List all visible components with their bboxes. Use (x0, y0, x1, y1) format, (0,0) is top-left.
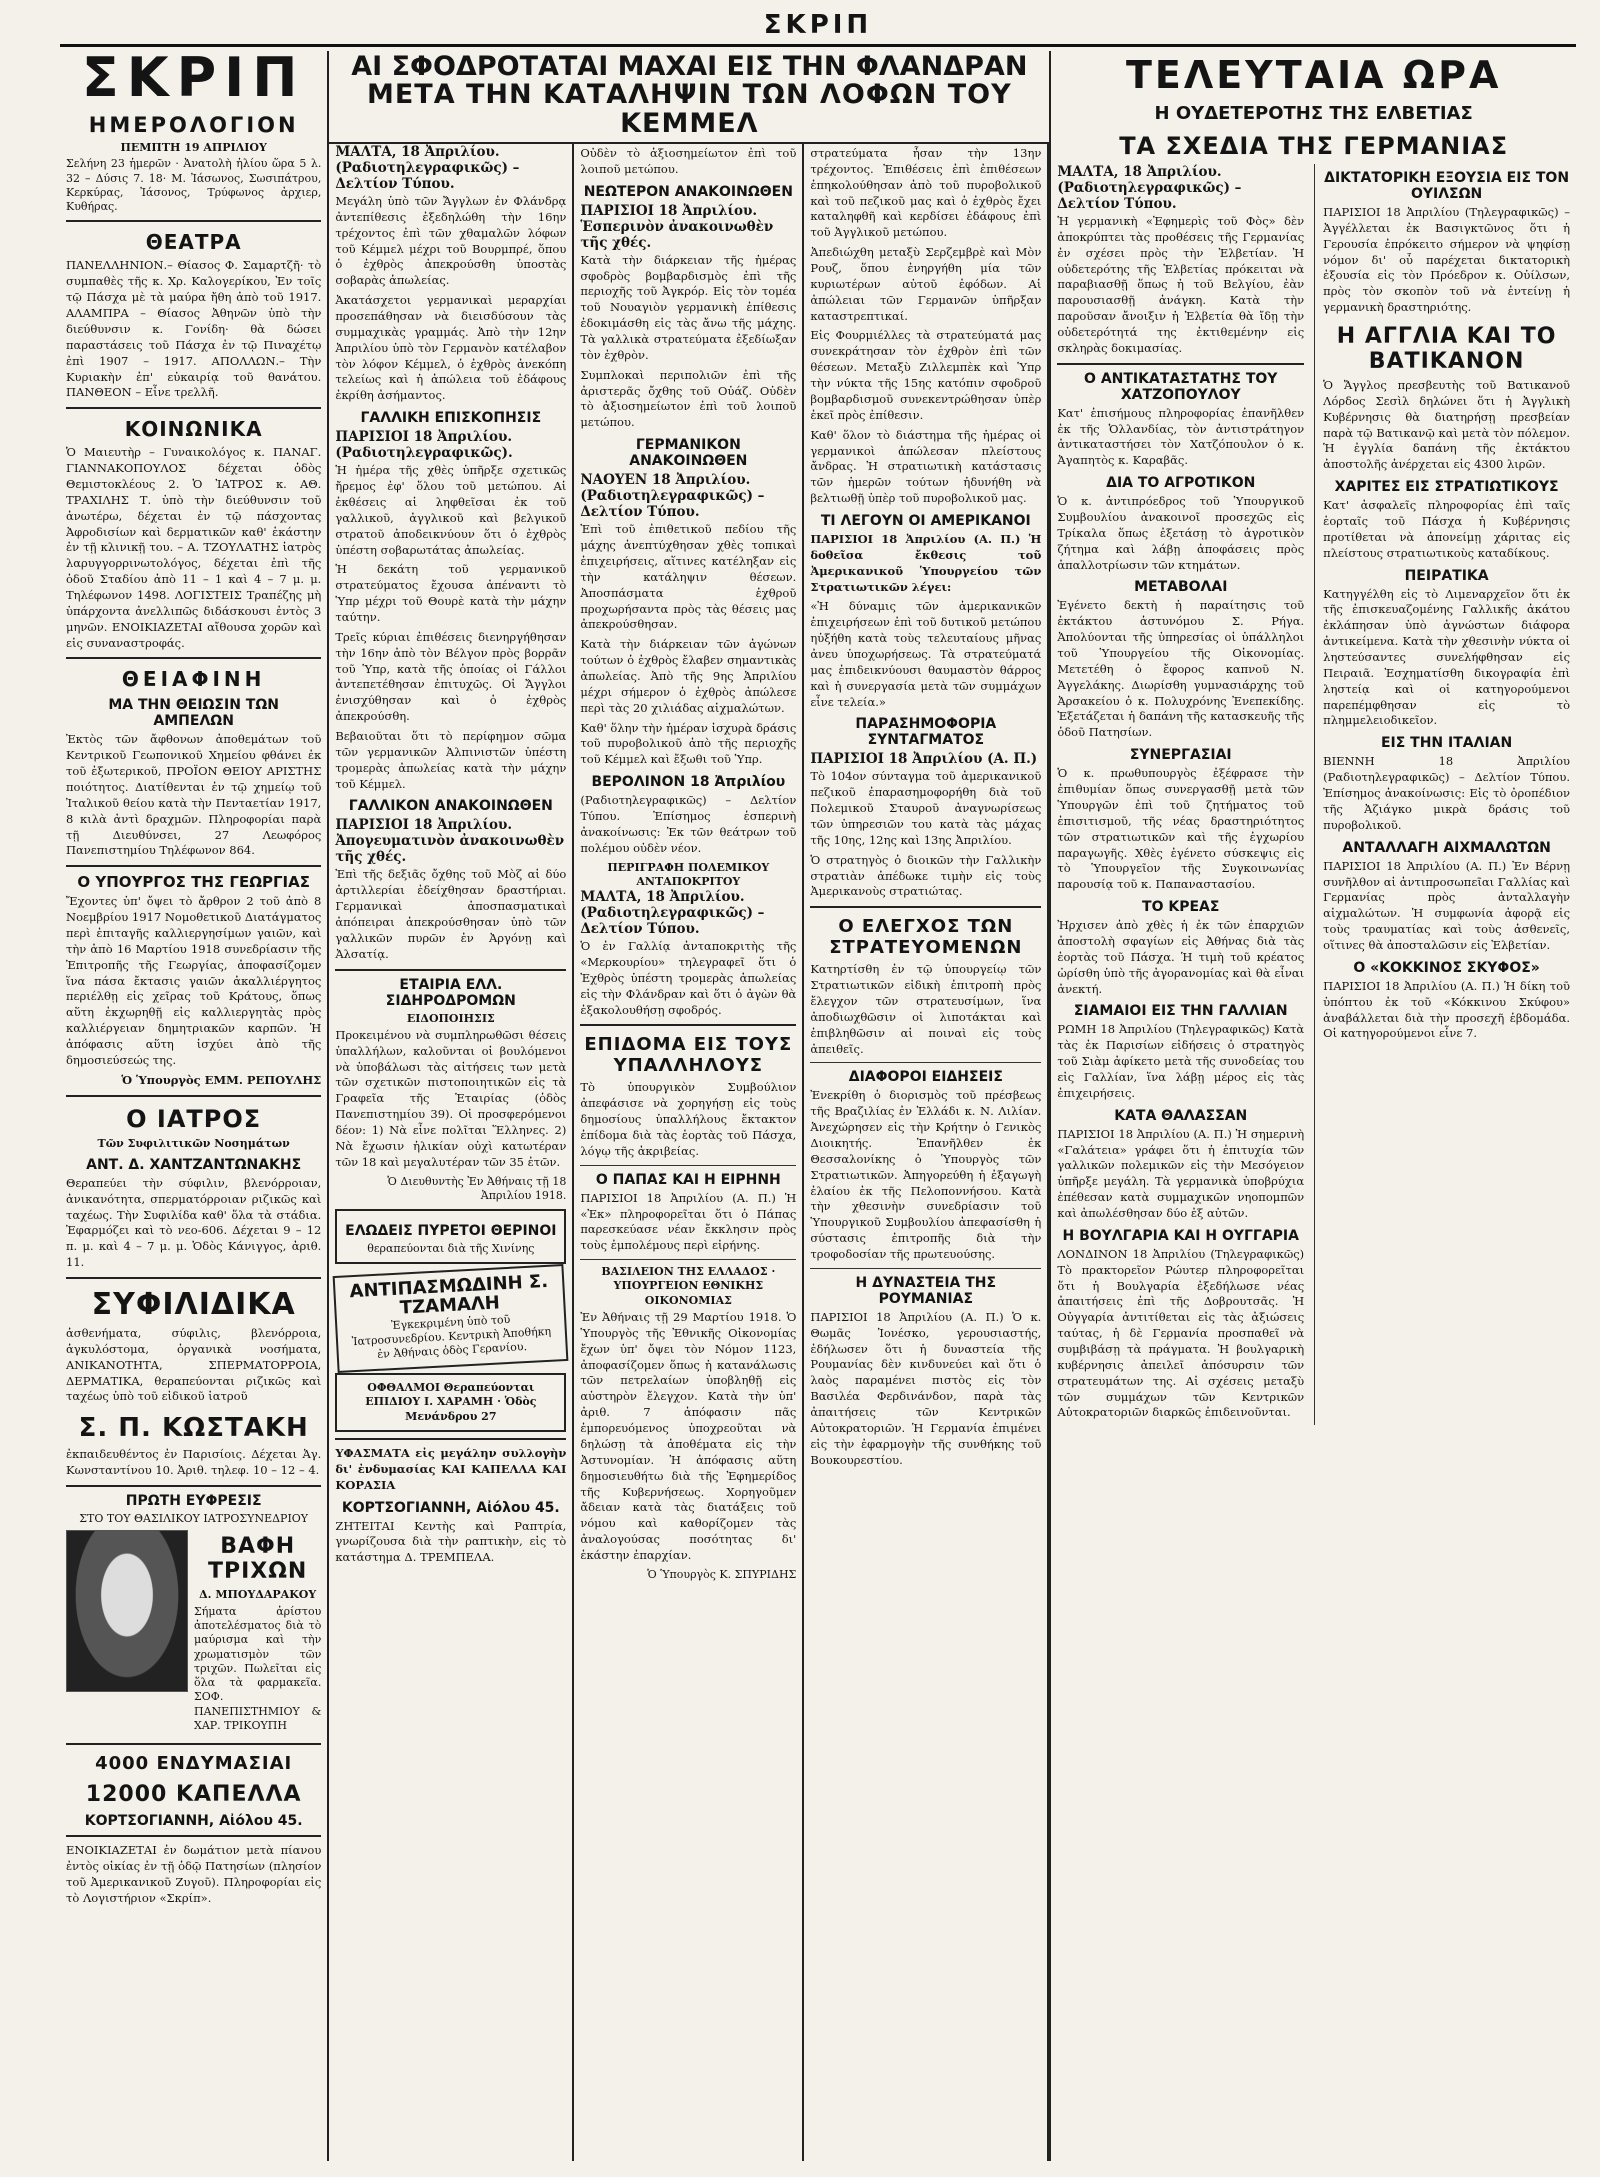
iatros-sub: Τῶν Συφιλιτικῶν Νοσημάτων (97, 1136, 290, 1150)
theatres-text: ΠΑΝΕΛΛΗΝΙΟΝ.– Θίασος Φ. Σαμαρτζῆ· τὸ συμπαθὲς τῆς κ. Χρ. Καλογερίκου, Ἐν τοῖς τῷ Πάσχα μὲ τὰ μαύρα ἤθη ἀπὸ τοῦ 1917. ΑΛΑΜΠΡΑ – Θίασος Ἀθηνῶν ὑπὸ τὴν διεύθυνσιν κ. Γονίδη· θὰ δώσει παραστάσεις τοῦ Πάσχα ἐν τῷ Πιναχέτῳ ἐπὶ 1907 – 1917. ΑΠΟΛΛΩΝ.– Τὴν Κυριακὴν ἐπ' εὐκαιρίᾳ τοῦ θανάτου. ΠΑΝΘΕΟΝ – Εἶνε τρελλῆ. (66, 258, 322, 400)
date: ΠΕΜΠΤΗ 19 ΑΠΡΙΛΙΟΥ (120, 141, 267, 154)
fabrics-ad: ΥΦΑΣΜΑΤΑ εἰς μεγάλην συλλογὴν δι' ἐνδυμασίας ΚΑΙ ΚΑΠΕΛΛΑ ΚΑΙ ΚΟΡΑΣΙΑ (335, 1446, 567, 1492)
c2-paragraph: Ἡ δεκάτη τοῦ γερμανικοῦ στρατεύματος ἔχουσα ἀπέναντι τὸ Ὑπρ μέχρι τοῦ Θουρὲ κατὰ τὴν μάχην ταύτην. (335, 562, 567, 624)
german-plans-heading: ΤΑ ΣΧΕΔΙΑ ΤΗΣ ΓΕΡΜΑΝΙΑΣ (1119, 132, 1509, 160)
masthead: ΣΚΡΙΠ (60, 10, 1576, 47)
main-news-block (329, 51, 1051, 2161)
c4-subhead: ΤΙ ΛΕΓΟΥΝ ΟΙ ΑΜΕΡΙΚΑΝΟΙ (820, 512, 1031, 529)
railway-notice-label: ΕΙΔΟΠΟΙΗΣΙΣ (406, 1011, 495, 1025)
romania-heading: Η ΔΥΝΑΣΤΕΙΑ ΤΗΣ ΡΟΥΜΑΝΙΑΣ (855, 1274, 997, 1307)
syfilidika-text: ἀσθενήματα, σύφιλις, βλενόρροια, ἀγκυλόστομα, ὀργανικὰ νοσήματα, ΑΝΙΚΑΝΟΤΗΤΑ, ΣΠΕΡΜΑΤΟΡΡΟΙΑ, ΔΕΡΜΑΤΙΚΑ, θεραπεύονται ριζικῶς καὶ ταχέως ὑπὸ τοῦ εἰδικοῦ ἰατροῦ (66, 1326, 322, 1404)
hair-dye-heading: ΒΑΦΗ ΤΡΙΧΩΝ (207, 1534, 308, 1585)
c3-paragraph: Κατὰ τὴν διάρκειαν τῆς ἡμέρας σφοδρὸς βομβαρδισμὸς ἐπὶ τῆς περιοχῆς τοῦ Ἀγκρόρ. Εἰς τὸν τομέα τοῦ Νουαγιὸν γερμανικὴ ἐπίθεσις ἐδοκιμάσθη εἰς τὰς ἄνω τῆς μάχης. Τὰ γαλλικὰ στρατεύματα ἐξεδίωξαν τὸν ἐχθρὸν. (580, 252, 797, 362)
c3-paragraph: Οὐδὲν τὸ ἀξιοσημείωτον ἐπὶ τοῦ λοιποῦ μετώπου. (580, 146, 797, 176)
antispasm-ad (333, 1264, 569, 1373)
allowance-heading: ΕΠΙΔΟΜΑ ΕΙΣ ΤΟΥΣ ΥΠΑΛΛΗΛΟΥΣ (584, 1034, 793, 1077)
c3-dateline: ΝΑΟΥΕΝ 18 Ἀπριλίου. (Ραδιοτηλεγραφικῶς) – Δελτίον Τύπου. (580, 472, 765, 521)
columns (60, 51, 1576, 2161)
theiafini-sub: ΜΑ ΤΗΝ ΘΕΙΩΣΙΝ ΤΩΝ ΑΜΠΕΛΩΝ (108, 697, 279, 730)
replacement-heading: Ο ΑΝΤΙΚΑΤΑΣΤΑΤΗΣ ΤΟΥ ΧΑΤΖΟΠΟΥΛΟΥ (1084, 370, 1278, 403)
c3-subhead: ΠΕΡΙΓΡΑΦΗ ΠΟΛΕΜΙΚΟΥ ΑΝΤΑΠΟΚΡΙΤΟΥ (607, 860, 770, 888)
right-column (1051, 51, 1576, 2161)
italy-text: ΒΙΕΝΝΗ 18 Ἀπριλίου (Ραδιοτηλεγραφικῶς) – Δελτίον Τύπου. Ἐπίσημος ἀνακοίνωσις: Εἰς τὸ ὀροπέδιον τῆς Ἀζιάγκο μικρὰ δράσις τοῦ πυροβολικοῦ. (1323, 754, 1571, 832)
kostakis-addr: ἐκπαιδευθέντος ἐν Παρισίοις. Δέχεται Ἀγ. Κωνσταντίνου 10. Ἀριθ. τηλεφ. 10 – 12 – 4. (66, 1447, 322, 1478)
ministry-sign: Ὁ Ὑπουργὸς Κ. ΣΠΥΡΙΔΗΣ (647, 1567, 797, 1581)
fabrics-addr: ΚΟΡΤΣΟΓΙΑΝΝΗ, Αἰόλου 45. (341, 1499, 560, 1516)
swiss-neutrality-heading: Η ΟΥΔΕΤΕΡΟΤΗΣ ΤΗΣ ΕΛΒΕΤΙΑΣ (1154, 103, 1473, 124)
england-heading: Η ΑΓΓΛΙΑ ΚΑΙ ΤΟ ΒΑΤΙΚΑΝΟΝ (1336, 324, 1557, 375)
c3-dateline: ΜΑΛΤΑ, 18 Ἀπριλίου. (Ραδιοτηλεγραφικῶς) – Δελτίον Τύπου. (580, 889, 765, 938)
georgia-heading: Ο ΥΠΟΥΡΓΟΣ ΤΗΣ ΓΕΩΡΓΙΑΣ (77, 873, 310, 892)
ministry-text: Ἐν Ἀθήναις τῇ 29 Μαρτίου 1918. Ὁ Ὑπουργὸς τῆς Ἐθνικῆς Οἰκονομίας ἔχων ὑπ' ὄψει τὸν Νόμον 1123, ἀποφασίζομεν ὅπως ἡ κατανάλωσις τῶν πετρελαίων ὑποβληθῇ εἰς αὐστηρὸν ἔλεγχον. Κατὰ τὴν ὑπ' ἀριθ. 7 ἀπόφασιν πᾶς ἐμπορευόμενος ὑποχρεοῦται νὰ δηλώσῃ τὰ ἀποθέματα εἰς τὴν Ἀστυνομίαν. Ἡ ἀπόφασις αὕτη δημοσιευθήτω διὰ τῆς Ἐφημερίδος τῆς Κυβερνήσεως. Χορηγοῦμεν ἄδειαν κατὰ τὰς διατάξεις τοῦ νόμου καὶ καθορίζομεν τὰς ἀναλογούσας ποσότητας δι' ἑκάστην ἐπαρχίαν. (580, 1310, 797, 1562)
iatros-heading: Ο ΙΑΤΡΟΣ (126, 1104, 262, 1133)
c5-dateline: ΜΑΛΤΑ, 18 Ἀπριλίου. (Ραδιοτηλεγραφικῶς) – Δελτίον Τύπου. (1057, 164, 1242, 212)
red-cup-heading: Ο «ΚΟΚΚΙΝΟΣ ΣΚΥΦΟΣ» (1353, 959, 1540, 976)
railway-text: Προκειμένου νὰ συμπληρωθῶσι θέσεις ὑπαλλήλων, καλοῦνται οἱ βουλόμενοι νὰ ὑποβάλωσι τὰς αἰτήσεις των μετὰ τῶν σχετικῶν πιστοποιητικῶν εἰς τὰ Γραφεῖα τῆς Ἑταιρίας (ὁδὸς Πανεπιστημίου 39). Οἱ προσφερόμενοι δέον: 1) Νὰ εἶνε πολῖται Ἕλληνες. 2) Νὰ ἔχωσιν ἡλικίαν οὐχὶ κατωτέραν τῶν 18 καὶ μεγαλυτέραν τῶν 35 ἐτῶν. (335, 1027, 567, 1169)
c4-subhead: ΠΑΡΑΣΗΜΟΦΟΡΙΑ ΣΥΝΤΑΓΜΑΤΟΣ (855, 716, 997, 749)
main-headline-box (329, 51, 1049, 144)
fever-ad (335, 1209, 566, 1264)
changes-text: Ἐγένετο δεκτὴ ἡ παραίτησις τοῦ ἐκτάκτου ἀστυνόμου Σ. Ρήγα. Ἀπολύονται τῆς ὑπηρεσίας οἱ ὑπάλληλοι τοῦ Ὑπουργείου τῆς Οἰκονομίας. Μετετέθη ὁ ἔφορος καπνοῦ Ν. Ἀγγελάκης. Διωρίσθη γυμνασιάρχης τοῦ Ἀρσακείου ὁ κ. Πολυχρόνης Ἐνεπεκίδης. Ἐξετάζεται ἡ δαπάνη τῆς κατασκευῆς τῆς ὁδοῦ Πατησίων. (1057, 598, 1305, 740)
c4-dateline: ΠΑΡΙΣΙΟΙ 18 Ἀπριλίου (Α. Π.) Ἡ δοθεῖσα ἔκθεσις τοῦ Ἀμερικανικοῦ Ὑπουργείου τῶν Στρατιωτικῶν λέγει: (810, 531, 1042, 594)
replacement-text: Κατ' ἐπισήμους πληροφορίας ἐπανῆλθεν ἐκ τῆς Ὁλλανδίας, τὸν ἀντιστράτηγον ἀντικαταστήσει τὸν Χατζόπουλον ὁ κ. Ἀγαπητὸς κ. Καραβᾶς. (1057, 405, 1305, 468)
column-4 (804, 144, 1049, 2161)
c4-paragraph: «Ἡ δύναμις τῶν ἀμερικανικῶν ἐπιχειρήσεων ἐπὶ τοῦ δυτικοῦ μετώπου ηὐξήθη κατὰ τοὺς τελευταίους μῆνας ἀνευ ὑποχωρήσεως. Τὰ στρατεύματά μας ἐπιδεικνύουσι θαυμαστὸν θάρρος καὶ ἡ συνεργασία μετὰ τῶν συμμάχων εἶνε τελεία.» (810, 599, 1042, 709)
c2-paragraph: Μεγάλη ὑπὸ τῶν Ἄγγλων ἐν Φλάνδρᾳ ἀντεπίθεσις ἐξεδηλώθη τὴν 16ην τρέχοντος ἐπὶ τῶν χθαμαλῶν λόφων τοῦ Κέμμελ μέχρι τοῦ Βουρμπρέ, ὅπου ὁ ἐχθρὸς ἀπεκρούσθη ὑποστὰς σοβαρὰς ἀπωλείας. (335, 194, 567, 288)
hair-dye-text: Σήματα ἀρίστου ἀποτελέσματος διὰ τὸ μαύρισμα καὶ τὴν χρωματισμὸν τῶν τριχῶν. Πωλεῖται εἰς ὅλα τὰ φαρμακεῖα. ΣΟΦ. ΠΑΝΕΠΙΣΤΗΜΙΟΥ & ΧΑΡ. ΤΡΙΚΟΥΠΗ (194, 1604, 322, 1733)
woman-portrait-illustration (66, 1530, 188, 1692)
c4-paragraph: Καθ' ὅλον τὸ διάστημα τῆς ἡμέρας οἱ γερμανικοὶ ἀπώλεσαν πλείστους ἄνδρας. Ἡ στρατιωτικὴ κατάστασις τῶν ἡμερῶν τούτων ἠδυνήθη νὰ βελτιωθῇ ὑπὲρ τοῦ πυροβολικοῦ μας. (810, 427, 1042, 506)
graces-heading: ΧΑΡΙΤΕΣ ΕΙΣ ΣΤΡΑΤΙΩΤΙΚΟΥΣ (1334, 479, 1559, 496)
meat-heading: ΤΟ ΚΡΕΑΣ (1142, 899, 1220, 916)
c3-subhead: ΝΕΩΤΕΡΟΝ ΑΝΑΚΟΙΝΩΘΕΝ (583, 183, 793, 200)
c4-paragraph: Ὁ στρατηγὸς ὁ διοικῶν τὴν Γαλλικὴν στρατιὰν ἀπέδωκε τιμὴν εἰς τοὺς Ἀμερικανοὺς στρατιώτας. (810, 852, 1042, 899)
agrarian-text: Ὁ κ. ἀντιπρόεδρος τοῦ Ὑπουργικοῦ Συμβουλίου ἀνακοινοῖ προσεχῶς εἰς Τρίκαλα ὅπως ἐξετάσῃ τὸ ἀγροτικὸν ζήτημα καὶ λάβῃ ἀποφάσεις πρὸς ἀπαλλοτρίωσιν τῶν κτημάτων. (1057, 494, 1305, 572)
sea-text: ΠΑΡΙΣΙΟΙ 18 Ἀπριλίου (Α. Π.) Ἡ σημερινὴ «Γαλάτεια» γράφει ὅτι ἡ ἐπιτυχία τῶν γαλλικῶν πολεμικῶν εἰς τὴν Μεσόγειον ὑπῆρξε μεγάλη. Τὰ γερμανικὰ ὑποβρύχια ἐπέθεσαν κατὰ συμμαχικῶν νηοπομπῶν καὶ ἀπωλέσθησαν δύο ἐξ αὐτῶν. (1057, 1126, 1305, 1220)
control-heading: Ο ΕΛΕΓΧΟΣ ΤΩΝ ΣΤΡΑΤΕΥΟΜΕΝΩΝ (829, 916, 1023, 959)
pirates-heading: ΠΕΙΡΑΤΙΚΑ (1404, 567, 1489, 584)
iatros-name: ΑΝΤ. Δ. ΧΑΝΤΖΑΝΤΩΝΑΚΗΣ (86, 1156, 302, 1173)
kortsogianni-ad: ΚΟΡΤΣΟΓΙΑΝΝΗ, Αἰόλου 45. (84, 1813, 303, 1830)
siam-heading: ΣΙΑΜΑΙΟΙ ΕΙΣ ΤΗΝ ΓΑΛΛΙΑΝ (1073, 1003, 1288, 1020)
wanted-ad: ΖΗΤΕΙΤΑΙ Κεντὴς καὶ Ραπτρία, γνωρίζουσα διὰ τὴν ραπτικὴν, εἰς τὸ κατάστημα Δ. ΤΡΕΜΠΕΛΑ. (335, 1518, 567, 1565)
c5-paragraph: Ἡ γερμανικὴ «Ἐφημερὶς τοῦ Φὸς» δὲν ἀποκρύπτει τὰς προθέσεις τῆς Γερμανίας ἐν σχέσει πρὸς τὴν Ἑλβετίαν. Ἡ οὐδετερότης τῆς Ἑλβετίας πρόκειται νὰ παραβιασθῇ ὅπως ἡ τοῦ Βελγίου, ἐὰν παρουσιασθῇ ἀνάγκη. Κατὰ τὴν παροῦσαν ἄνοιξιν ἡ Ἑλβετία θὰ ἴδῃ τὴν οὐδετερότητά της ἐκτιθεμένην εἰς σκληρὰς δοκιμασίας. (1057, 214, 1305, 355)
paper-logo: ΣΚΡΙΠ (81, 51, 306, 109)
rent-ad: ΕΝΟΙΚΙΑΖΕΤΑΙ ἐν δωμάτιον μετὰ πίανου ἐντὸς οἰκίας ἐν τῇ ὁδῷ Πατησίων (πλησίον τοῦ Ἀμερικανικοῦ Ζυγοῦ). Πληροφορίαι εἰς τὸ Λογιστήριον «Σκρίπ». (66, 1843, 322, 1905)
c4-dateline: ΠΑΡΙΣΙΟΙ 18 Ἀπριλίου (Α. Π.) (810, 751, 1038, 768)
c2-dateline: ΜΑΛΤΑ, 18 Ἀπριλίου. (Ραδιοτηλεγραφικῶς) – Δελτίον Τύπου. (335, 144, 520, 193)
georgia-sign: Ὁ Ὑπουργὸς ΕΜΜ. ΡΕΠΟΥΛΗΣ (121, 1072, 322, 1087)
c2-dateline: ΠΑΡΙΣΙΟΙ 18 Ἀπριλίου. (Ραδιοτηλεγραφικῶς). (335, 429, 513, 462)
siam-text: ΡΩΜΗ 18 Ἀπριλίου (Τηλεγραφικῶς) Κατὰ τὰς ἐκ Παρισίων εἰδήσεις ὁ στρατηγὸς τοῦ Σιὰμ ἀφίκετο μετὰ τῆς συνοδείας του εἰς Γαλλίαν, ἵνα λάβῃ μέρος εἰς τὰς ἐπιχειρήσεις. (1057, 1022, 1305, 1100)
c3-paragraph: Καθ' ὅλην τὴν ἡμέραν ἰσχυρὰ δράσις τοῦ πυροβολικοῦ ἀπὸ τῆς περιοχῆς τοῦ Κέμμελ καὶ ἔξωθι τοῦ Ὑπρ. (580, 720, 797, 767)
misc-heading: ΔΙΑΦΟΡΟΙ ΕΙΔΗΣΕΙΣ (848, 1069, 1003, 1086)
c2-paragraph: Ἀκατάσχετοι γερμανικαὶ μεραρχίαι προσεπάθησαν νὰ διεισδύσουν τὰς συμμαχικὰς γραμμάς. Ἀπὸ τὴν 12ην Ἀπριλίου ὑπὸ τὸν Γερμανὸν κατέλαβον τὸν λόφον Κέμμελ, ὁ ἐχθρὸς ἀνεκόπη τελείως καὶ ἡ ἀπώλεια τοῦ ἐδάφους ἐκρίθη ἀσήμαντος. (335, 293, 567, 403)
social-text: Ὁ Μαιευτὴρ – Γυναικολόγος κ. ΠΑΝΑΓ. ΓΙΑΝΝΑΚΟΠΟΥΛΟΣ δέχεται ὁδὸς Θεμιστοκλέους 2. Ὁ ἸΑΤΡΟΣ κ. ΑΘ. ΤΡΑΧΙΛΗΣ Τ. ὑπὸ τὴν διεύθυνσιν τοῦ ἀνωτέρω, δέχεται ἐν τῷ πάσχοντας Ἀφροδισίων καὶ δερματικῶν καθ' ἑκάστην ἐν τῇ κλινικῇ του. – Α. ΤΖΟΥΛΑΤΗΣ ἰατρὸς λαρυγγορρινωτολόγος, δέχεται ἐπὶ τῆς ὁδοῦ Σταδίου ἀπὸ 11 – 1 καὶ 4 – 7 μ. μ. Τηλέφωνον 1498. ΛΟΓΙΣΤΕΙΣ Τραπέζης μὴ ὑπάρχοντα ἀνελλιπῶς διδάσκουσι ἐντὸς 3 μηνῶν. ΕΝΟΙΚΙΑΖΕΤΑΙ αἴθουσα χορῶν καὶ εἰς συναναστροφάς. (66, 445, 322, 650)
column-3 (574, 144, 804, 2161)
kostakis-name: Σ. Π. ΚΩΣΤΑΚΗ (78, 1413, 309, 1444)
romania-text: ΠΑΡΙΣΙΟΙ 18 Ἀπριλίου (Α. Π.) Ὁ κ. Θωμᾶς Ἰονέσκο, γερουσιαστής, ἐδήλωσεν ὅτι ἡ δυναστεία τῆς Ρουμανίας δὲν κινδυνεύει καὶ ὅτι ὁ λαὸς παραμένει πιστὸς εἰς τὸν Βασιλέα Φερδινάνδον, παρὰ τὰς ἀπαιτήσεις τῶν Κεντρικῶν Αὐτοκρατοριῶν. Ἡ Γερμανία ἐπιμένει εἰς τὴν ἐφαρμογὴν τῆς συνθήκης τοῦ Βουκουρεστίου. (810, 1309, 1042, 1467)
theatres-heading: ΘΕΑΤΡΑ (145, 230, 242, 255)
c3-paragraph: Ἐπὶ τοῦ ἐπιθετικοῦ πεδίου τῆς μάχης ἀνεπτύχθησαν χθὲς τοπικαὶ ἐπιχειρήσεις, αἵτινες κατέληξαν εἰς τὴν κατάληψιν θέσεων. Ἀποσπάσματα ἐχθροῦ προχωρήσαντα πρὸς τὰς θέσεις μας ἀπεκρούσθησαν. (580, 522, 797, 632)
c3-subhead: ΓΕΡΜΑΝΙΚΟΝ ΑΝΑΚΟΙΝΩΘΕΝ (629, 437, 748, 470)
theiafini-heading: ΘΕΙΑΦΙΝΗ (121, 667, 266, 692)
headline-1: ΑΙ ΣΦΟΔΡΟΤΑΤΑΙ ΜΑΧΑΙ ΕΙΣ ΤΗΝ ΦΛΑΝΔΡΑΝ (351, 51, 1028, 82)
c3-subhead: ΒΕΡΟΛΙΝΟΝ 18 Ἀπριλίου (591, 774, 786, 791)
hair-dye-by: Δ. ΜΠΟΥΔΑΡΑΚΟΥ (199, 1588, 317, 1602)
pope-text: ΠΑΡΙΣΙΟΙ 18 Ἀπριλίου (Α. Π.) Ἡ «Ἐκ» πληροφορεῖται ὅτι ὁ Πάπας παρεσκεύασε νέαν ἔκκλησιν πρὸς τοὺς ἐμπολέμους περὶ εἰρήνης. (580, 1190, 797, 1253)
c3-paragraph: (Ραδιοτηλεγραφικῶς) – Δελτίον Τύπου. Ἐπίσημος ἑσπερινὴ ἀνακοίνωσις: Ἐκ τῶν θεάτρων τοῦ πολέμου οὐδὲν νέον. (580, 793, 797, 855)
dictator-heading: ΔΙΚΤΑΤΟΡΙΚΗ ΕΞΟΥΣΙΑ ΕΙΣ ΤΟΝ ΟΥΙΛΣΩΝ (1324, 170, 1570, 202)
c2-paragraph: Τρεῖς κύριαι ἐπιθέσεις διενηργήθησαν τὴν 16ην ἀπὸ τὸν Βέλγον πρὸς βορρᾶν τοῦ Ὑπρ, κατὰ τῆς ὁποίας οἱ Γάλλοι ἀντεπετέθησαν ἐπιτυχῶς. Οἱ Ἄγγλοι ἐνισχύθησαν καὶ ὁ ἐχθρὸς ἀπεκρούσθη. (335, 629, 567, 724)
last-hour-heading: ΤΕΛΕΥΤΑΙΑ ΩΡΑ (1125, 53, 1502, 97)
antispasm-heading: ΑΝΤΙΠΑΣΜΩΔΙΝΗ Σ. ΤΖΑΜΑΛΗ (349, 1271, 549, 1319)
hats-ad: 12000 ΚΑΠΕΛΛΑ (85, 1782, 302, 1808)
left-column (60, 51, 329, 2161)
dictator-text: ΠΑΡΙΣΙΟΙ 18 Ἀπριλίου (Τηλεγραφικῶς) – Ἀγγέλλεται ἐκ Βασιγκτῶνος ὅτι ἡ Γερουσία ἐπρόκειτο σήμερον νὰ ψηφίσῃ νόμον δι' οὗ παρέχεται δικτατορικὴ ἐξουσία εἰς τὸν Πρόεδρον κ. Οὐίλσων, πρὸς τὸν σκοπὸν τοῦ νὰ ἐντείνῃ ἡ γερμανικὴ δραστηριότης. (1323, 205, 1571, 315)
c4-paragraph: Ἀπεδιώχθη μεταξὺ Σερζεμβρὲ καὶ Μὸν Ρουζ, ὅπου ἐνηργήθη μία τῶν κυριωτέρων αὐτοῦ ἐφόδων. Αἱ ἀπώλειαι τῶν Γερμανῶν ὑπῆρξαν καταστρεπτικαί. (810, 245, 1042, 323)
coop-heading: ΣΥΝΕΡΓΑΣΙΑΙ (1129, 747, 1232, 764)
c2-paragraph: Βεβαιοῦται ὅτι τὸ περίφημον σῶμα τῶν γερμανικῶν Ἀλπινιστῶν ὑπέστη τρομερὰς ἀπωλείας κατὰ τὴν μάχην τοῦ Κέμμελ. (335, 728, 567, 791)
c3-paragraph: Κατὰ τὴν διάρκειαν τῶν ἀγώνων τούτων ὁ ἐχθρὸς ἔλαβεν σημαντικὰς ἀπωλείας. Ἀπὸ τῆς 9ης Ἀπριλίου μέχρι σήμερον ὁ ἐχθρὸς ἀπώλεσε περὶ τὰς 20 χιλιάδας αἰχμαλώτων. (580, 637, 797, 715)
c4-paragraph: Εἰς Φουρμιέλλες τὰ στρατεύματά μας συνεκράτησαν τὸν ἐχθρὸν ἐπὶ τῶν θέσεων. Μεταξὺ Ζιλλεμπὲκ καὶ Ὑπρ τὴν νύκτα τῆς 15ης κατόπιν σφοδροῦ βομβαρδισμοῦ συνεκεντρώθησαν ὑπὲρ ἐκεῖ πρὸς ἐπίθεσιν. (810, 328, 1042, 422)
first-ad-sub: ΣΤΟ ΤΟΥ ΘΑΣΙΛΙΚΟΥ ΙΑΤΡΟΣΥΝΕΔΡΙΟΥ (79, 1512, 309, 1526)
pope-heading: Ο ΠΑΠΑΣ ΚΑΙ Η ΕΙΡΗΝΗ (595, 1171, 781, 1188)
meat-text: Ἠρχισεν ἀπὸ χθὲς ἡ ἐκ τῶν ἐπαρχιῶν ἀποστολὴ σφαγίων εἰς Ἀθήνας διὰ τὰς ἑορτὰς τοῦ Πάσχα. Ἡ τιμὴ τοῦ κρέατος ὡρίσθη ὑπὸ τῆς ἀγορανομίας καὶ θὰ εἶναι ἀνεκτή. (1057, 918, 1305, 996)
bulgaria-heading: Η ΒΟΥΛΓΑΡΙΑ ΚΑΙ Η ΟΥΓΓΑΡΙΑ (1062, 1227, 1299, 1244)
c2-paragraph: Ἐπὶ τῆς δεξιᾶς ὄχθης τοῦ Μὸζ αἱ δύο ἀρτιλλερίαι ἐδείχθησαν δραστήριαι. Γερμανικαὶ ἀποσπασματικαὶ ἀπόπειραι ἀπεκρούσθησαν ὑπὸ τῶν γαλλικῶν πυρῶν ἐν Ἀργόνῃ καὶ Ἀλσατίᾳ. (335, 867, 567, 961)
c3-paragraph: Συμπλοκαὶ περιπολιῶν ἐπὶ τῆς ἀριστερᾶς ὄχθης τοῦ Οὐάζ. Οὐδὲν τὸ ἀξιοσημείωτον ἐπὶ τοῦ λοιποῦ μετώπου. (580, 367, 797, 430)
clothes-ad: 4000 ΕΝΔΥΜΑΣΙΑΙ (95, 1753, 293, 1775)
ophthal-text: ΟΦΘΑΛΜΟΙ Θεραπεύονται ΕΠΙΔΙΟΥ Ι. ΧΑΡΑΜΗ · Ὁδὸς Μενάνδρου 27 (365, 1381, 537, 1423)
bulgaria-text: ΛΟΝΔΙΝΟΝ 18 Ἀπριλίου (Τηλεγραφικῶς) Τὸ πρακτορεῖον Ρώυτερ πληροφορεῖται ὅτι ἡ Βουλγαρία ἐξεδήλωσε νέας ἀπαιτήσεις ἐπὶ τῆς Δοβρουτσᾶς. Ἡ Οὐγγαρία ἀντιτίθεται εἰς τὰς ἀξιώσεις ταύτας, ἡ δὲ Γερμανία προσπαθεῖ νὰ συμβιβάσῃ τὰ πράγματα. Ἡ βουλγαρικὴ κυβέρνησις ἀπειλεῖ ἀπόσυρσιν τῶν στρατευμάτων της. Αἱ σχέσεις μεταξὺ τῶν συμμάχων τῶν Κεντρικῶν Αὐτοκρατοριῶν διαρκῶς ἐπιδεινοῦνται. (1057, 1246, 1305, 1420)
c3-paragraph: Ὁ ἐν Γαλλίᾳ ἀνταποκριτὴς τῆς «Μερκουρίου» τηλεγραφεῖ ὅτι ὁ Ἐχθρὸς ὑπέστη τρομερὰς ἀπωλείας εἰς τὴν Φλάνδραν καὶ ὅτι ὁ ἀγὼν θὰ ἐξακολουθήσῃ σφοδρός. (580, 939, 797, 1017)
antispasm-text: Ἐγκεκριμένη ὑπὸ τοῦ Ἰατροσυνεδρίου. Κεντρικὴ Ἀποθήκη ἐν Ἀθήναις ὁδὸς Γερανίου. (351, 1313, 552, 1362)
c2-dateline: ΠΑΡΙΣΙΟΙ 18 Ἀπριλίου. Ἀπογευματινὸν ἀνακοινωθὲν τῆς χθές. (335, 817, 565, 866)
ministry-heading: ΒΑΣΙΛΕΙΟΝ ΤΗΣ ΕΛΛΑΔΟΣ · ΥΠΟΥΡΓΕΙΟΝ ΕΘΝΙΚΗΣ ΟΙΚΟΝΟΜΙΑΣ (601, 1265, 776, 1307)
red-cup-text: ΠΑΡΙΣΙΟΙ 18 Ἀπριλίου (Α. Π.) Ἡ δίκη τοῦ ὑπόπτου ἐκ τοῦ «Κόκκινου Σκύφου» ἀναβάλλεται διὰ τὴν προσεχῆ ἑβδομάδα. Οἱ κατηγορούμενοι εἶνε 7. (1323, 978, 1571, 1041)
c2-subhead: ΓΑΛΛΙΚΟΝ ΑΝΑΚΟΙΝΩΘΕΝ (348, 798, 553, 815)
iatros-text: Θεραπεύει τὴν σύφιλιν, βλενόρροιαν, ἀνικανότητα, σπερματόρροιαν ριζικῶς καὶ ταχέως. Τὴν Συφιλίδα καθ' ὅλα τὰ στάδια. Ἐφαρμόζει καὶ τὸ νεο-606. Δέχεται 9 – 12 π. μ. καὶ 4 – 7 μ. μ. Ὁδὸς Κάνιγγος, ἀριθ. 11. (66, 1175, 322, 1270)
coop-text: Ὁ κ. πρωθυπουργὸς ἐξέφρασε τὴν ἐπιθυμίαν ὅπως συνεργασθῇ μετὰ τῶν Ὑπουργῶν ἐπὶ τοῦ ζητήματος τοῦ ἐπισιτισμοῦ, τῆς νέας δραστηριότητος τῶν στρατιωτικῶν καὶ τῆς ἐγχωρίου παραγωγῆς. Χθὲς ἐγένετο σύσκεψις εἰς τὸ Ὑπουργεῖον τῆς Συγκοινωνίας παρουσίᾳ τοῦ κ. Παπαναστασίου. (1057, 766, 1305, 892)
italy-heading: ΕΙΣ ΤΗΝ ΙΤΑΛΙΑΝ (1380, 735, 1513, 752)
column-2 (329, 144, 574, 2161)
theiafini-text: Ἐκτὸς τῶν ἄφθονων ἀποθεμάτων τοῦ Κεντρικοῦ Γεωπονικοῦ Χημείου φθάνει ἐκ τοῦ ἐξωτερικοῦ, ΠΡΟΪΟΝ ΘΕΙΟΥ ΑΡΙΣΤΗΣ ποιότητος. Διατίθενται ἐν τῷ χημείῳ τοῦ Ἰταλικοῦ θείου κατὰ τὴν Πενταετίαν 1917, 8 κιλὰ ἀντὶ δραχμῶν. Πληροφορίαι παρὰ τῇ Διευθύνσει, 27 Λεωφόρος Πανεπιστημίου Τηλέφωνον 864. (66, 732, 322, 858)
exchange-heading: ΑΝΤΑΛΛΑΓΗ ΑΙΧΜΑΛΩΤΩΝ (1342, 839, 1551, 856)
railway-heading: ΕΤΑΙΡΙΑ ΕΛΛ. ΣΙΔΗΡΟΔΡΟΜΩΝ (385, 976, 516, 1009)
fever-sub: θεραπεύονται διὰ τῆς Χινίνης (367, 1242, 535, 1256)
graces-text: Κατ' ἀσφαλεῖς πληροφορίας ἐπὶ ταῖς ἑορταῖς τοῦ Πάσχα ἡ Κυβέρνησις προτίθεται νὰ ἀπονείμῃ χάριτας εἰς πλείστους στρατιωτικοὺς καταδίκους. (1323, 498, 1571, 560)
calendar-title: ΗΜΕΡΟΛΟΓΙΟΝ (88, 113, 299, 137)
agrarian-heading: ΔΙΑ ΤΟ ΑΓΡΟΤΙΚΟΝ (1106, 475, 1256, 492)
first-ad-heading: ΠΡΩΤΗ ΕΥΦΡΕΣΙΣ (125, 1493, 262, 1510)
misc-text: Ἐνεκρίθη ὁ διορισμὸς τοῦ πρέσβεως τῆς Βραζιλίας ἐν Ἑλλάδι κ. Ν. Λιλίαν. Ἀνεχώρησεν εἰς τὴν Κρήτην ὁ Γενικὸς Διοικητής. Ἐπανῆλθεν ἐκ Θεσσαλονίκης ὁ Ὑπουργὸς τῶν Στρατιωτικῶν. Ἀπηγορεύθη ἡ ἐξαγωγὴ ἐλαίου ἐκ τῆς Πελοποννήσου. Κατὰ τὴν χθεσινὴν συνεδρίασιν τοῦ Ὑπουργικοῦ Συμβουλίου ἀπεφασίσθη ἡ σύστασις ἐπιτροπῆς διὰ τὴν τροφοδοσίαν τῆς πρωτευούσης. (810, 1088, 1042, 1262)
c4-paragraph: Τὸ 104ον σύνταγμα τοῦ ἀμερικανικοῦ πεζικοῦ ἐπαρασημοφορήθη διὰ τοῦ Πολεμικοῦ Σταυροῦ ἀναγνωρίσεως τῶν ὑπηρεσιῶν του κατὰ τὰς μάχας τῆς 10ης, 12ης καὶ 13ης Ἀπριλίου. (810, 769, 1042, 847)
almanac: Σελήνη 23 ἡμερῶν · Ἀνατολὴ ἡλίου ὥρα 5 λ. 32 – Δύσις 7. 18· Μ. Ἰάσωνος, Σωσιπάτρου, Κερκύρας, Ἰάσονος, Τρύφωνος ἀρχιερ, Κυθήρας. (66, 157, 322, 214)
c2-paragraph: Ἡ ἡμέρα τῆς χθὲς ὑπῆρξε σχετικῶς ἤρεμος ἐφ' ὅλου τοῦ μετώπου. Αἱ ἐκθέσεις αἱ ληφθεῖσαι ἐκ τοῦ γαλλικοῦ, ἀγγλικοῦ καὶ βελγικοῦ στρατοῦ ἀποδεικνύουν ὅτι ὁ ἐχθρὸς ὑπέστη σοβαρωτάτας ἀπωλείας. (335, 463, 567, 557)
changes-heading: ΜΕΤΑΒΟΛΑΙ (1134, 579, 1228, 596)
control-text: Κατηρτίσθη ἐν τῷ ὑπουργείῳ τῶν Στρατιωτικῶν εἰδικὴ ἐπιτροπὴ πρὸς ἔλεγχον τῶν στρατευσίμων, ἵνα ἀποδιωχθῶσιν οἱ λιποτάκται καὶ ἐπιβληθῶσιν αἱ ποιναὶ εἰς τοὺς ἀπειθεῖς. (810, 962, 1042, 1056)
c2-subhead: ΓΑΛΛΙΚΗ ΕΠΙΣΚΟΠΗΣΙΣ (360, 410, 542, 427)
c3-dateline: ΠΑΡΙΣΙΟΙ 18 Ἀπριλίου. Ἑσπερινὸν ἀνακοινωθὲν τῆς χθές. (580, 202, 774, 251)
england-text: Ὁ Ἄγγλος πρεσβευτὴς τοῦ Βατικανοῦ Λόρδος Σεσὶλ δηλώνει ὅτι ἡ Ἀγγλικὴ Κυβέρνησις θὰ διατηρήσῃ πρεσβείαν παρὰ τῷ Βατικανῷ καὶ μετὰ τὸν πόλεμον. Ἡ ἐγγλία δαπάνη τῆς ἐκτάκτου ἀποστολῆς ἀνέρχεται εἰς 4300 λιρῶν. (1323, 378, 1571, 472)
railway-sign: Ὁ Διευθυντὴς Ἐν Ἀθήναις τῇ 18 Ἀπριλίου 1918. (387, 1174, 567, 1202)
social-heading: ΚΟΙΝΩΝΙΚΑ (124, 417, 263, 442)
sea-heading: ΚΑΤΑ ΘΑΛΑΣΣΑΝ (1114, 1107, 1248, 1124)
allowance-text: Τὸ ὑπουργικὸν Συμβούλιον ἀπεφάσισε νὰ χορηγήσῃ εἰς τοὺς δημοσίους ὑπαλλήλους ἔκτακτον ἐπίδομα διὰ τὰς ἑορτὰς τοῦ Πάσχα, λόγῳ τῆς ἀκριβείας. (580, 1080, 797, 1158)
headline-2: ΜΕΤΑ ΤΗΝ ΚΑΤΑΛΗΨΙΝ ΤΩΝ ΛΟΦΩΝ ΤΟΥ ΚΕΜΜΕΛ (366, 79, 1012, 139)
fever-heading: ΕΛΩΔΕΙΣ ΠΥΡΕΤΟΙ ΘΕΡΙΝΟΙ (345, 1223, 557, 1240)
pirates-text: Κατηγγέλθη εἰς τὸ Λιμεναρχεῖον ὅτι ἐκ τῆς ἐπισκευαζομένης Γαλλικῆς ἀκάτου ἐκλάπησαν ὑπὸ ἀγνώστων διάφορα ἀντικείμενα. Κατὰ τὴν χθεσινὴν νύκτα οἱ ληστεύσαντες συνελήφθησαν εἰς Πειραιᾶ. Ἐσχηματίσθη δικογραφία ἐπὶ ληστείᾳ καὶ οἱ κατηγορούμενοι παρεπέμφθησαν εἰς τὸ πλημμελειοδικεῖον. (1323, 586, 1571, 728)
exchange-text: ΠΑΡΙΣΙΟΙ 18 Ἀπριλίου (Α. Π.) Ἐν Βέρνῃ συνῆλθον αἱ ἀντιπροσωπεῖαι Γαλλίας καὶ Γερμανίας πρὸς ἀνταλλαγὴν αἰχμαλώτων. Ἡ συμφωνία ἀφορᾷ εἰς τοὺς τραυματίας καὶ τοὺς ἀσθενεῖς, οἵτινες θὰ ἀποσταλῶσιν εἰς Ἑλβετίαν. (1323, 858, 1571, 952)
c4-paragraph: στρατεύματα ἦσαν τὴν 13ην τρέχοντος. Ἐπιθέσεις ἐπὶ ἐπιθέσεων ἐπηκολούθησαν ἀπὸ τοῦ πυροβολικοῦ καὶ τοῦ πεζικοῦ μας καὶ ὁ ἐχθρὸς ἔχει καταληφθῆ καὶ κερδίσει ἐδάφους ἐπὶ τοῦ Ἀγγλικοῦ μετώπου. (810, 146, 1042, 240)
georgia-text: Ἔχοντες ὑπ' ὄψει τὸ ἄρθρον 2 τοῦ ἀπὸ 8 Νοεμβρίου 1917 Νομοθετικοῦ Διατάγματος περὶ ἐπιταγῆς καλλιεργησίμων γαιῶν, καὶ τὴν ἀπὸ 16 Μαρτίου 1918 συνεδρίασιν τῆς Ἐπιτροπῆς τῆς Γεωργίας, ἀποφασίζομεν ἵνα πάσα ἔκτασις γαιῶν ἀκαλλιέργητος περιέλθῃ εἰς χεῖρας τοῦ Κράτους, ὅπως αὕτη ἐκχωρηθῇ εἰς καλλιεργητὰς πρὸς καλλιέργειαν δημητριακῶν καρπῶν. Ἡ ἀπόφασις αὕτη ἰσχύει ἀπὸ τῆς δημοσιεύσεώς της. (66, 894, 322, 1067)
syfilidika-heading: ΣΥΦΙΛΙΔΙΚΑ (91, 1287, 296, 1323)
ophthal-ad (335, 1373, 566, 1432)
